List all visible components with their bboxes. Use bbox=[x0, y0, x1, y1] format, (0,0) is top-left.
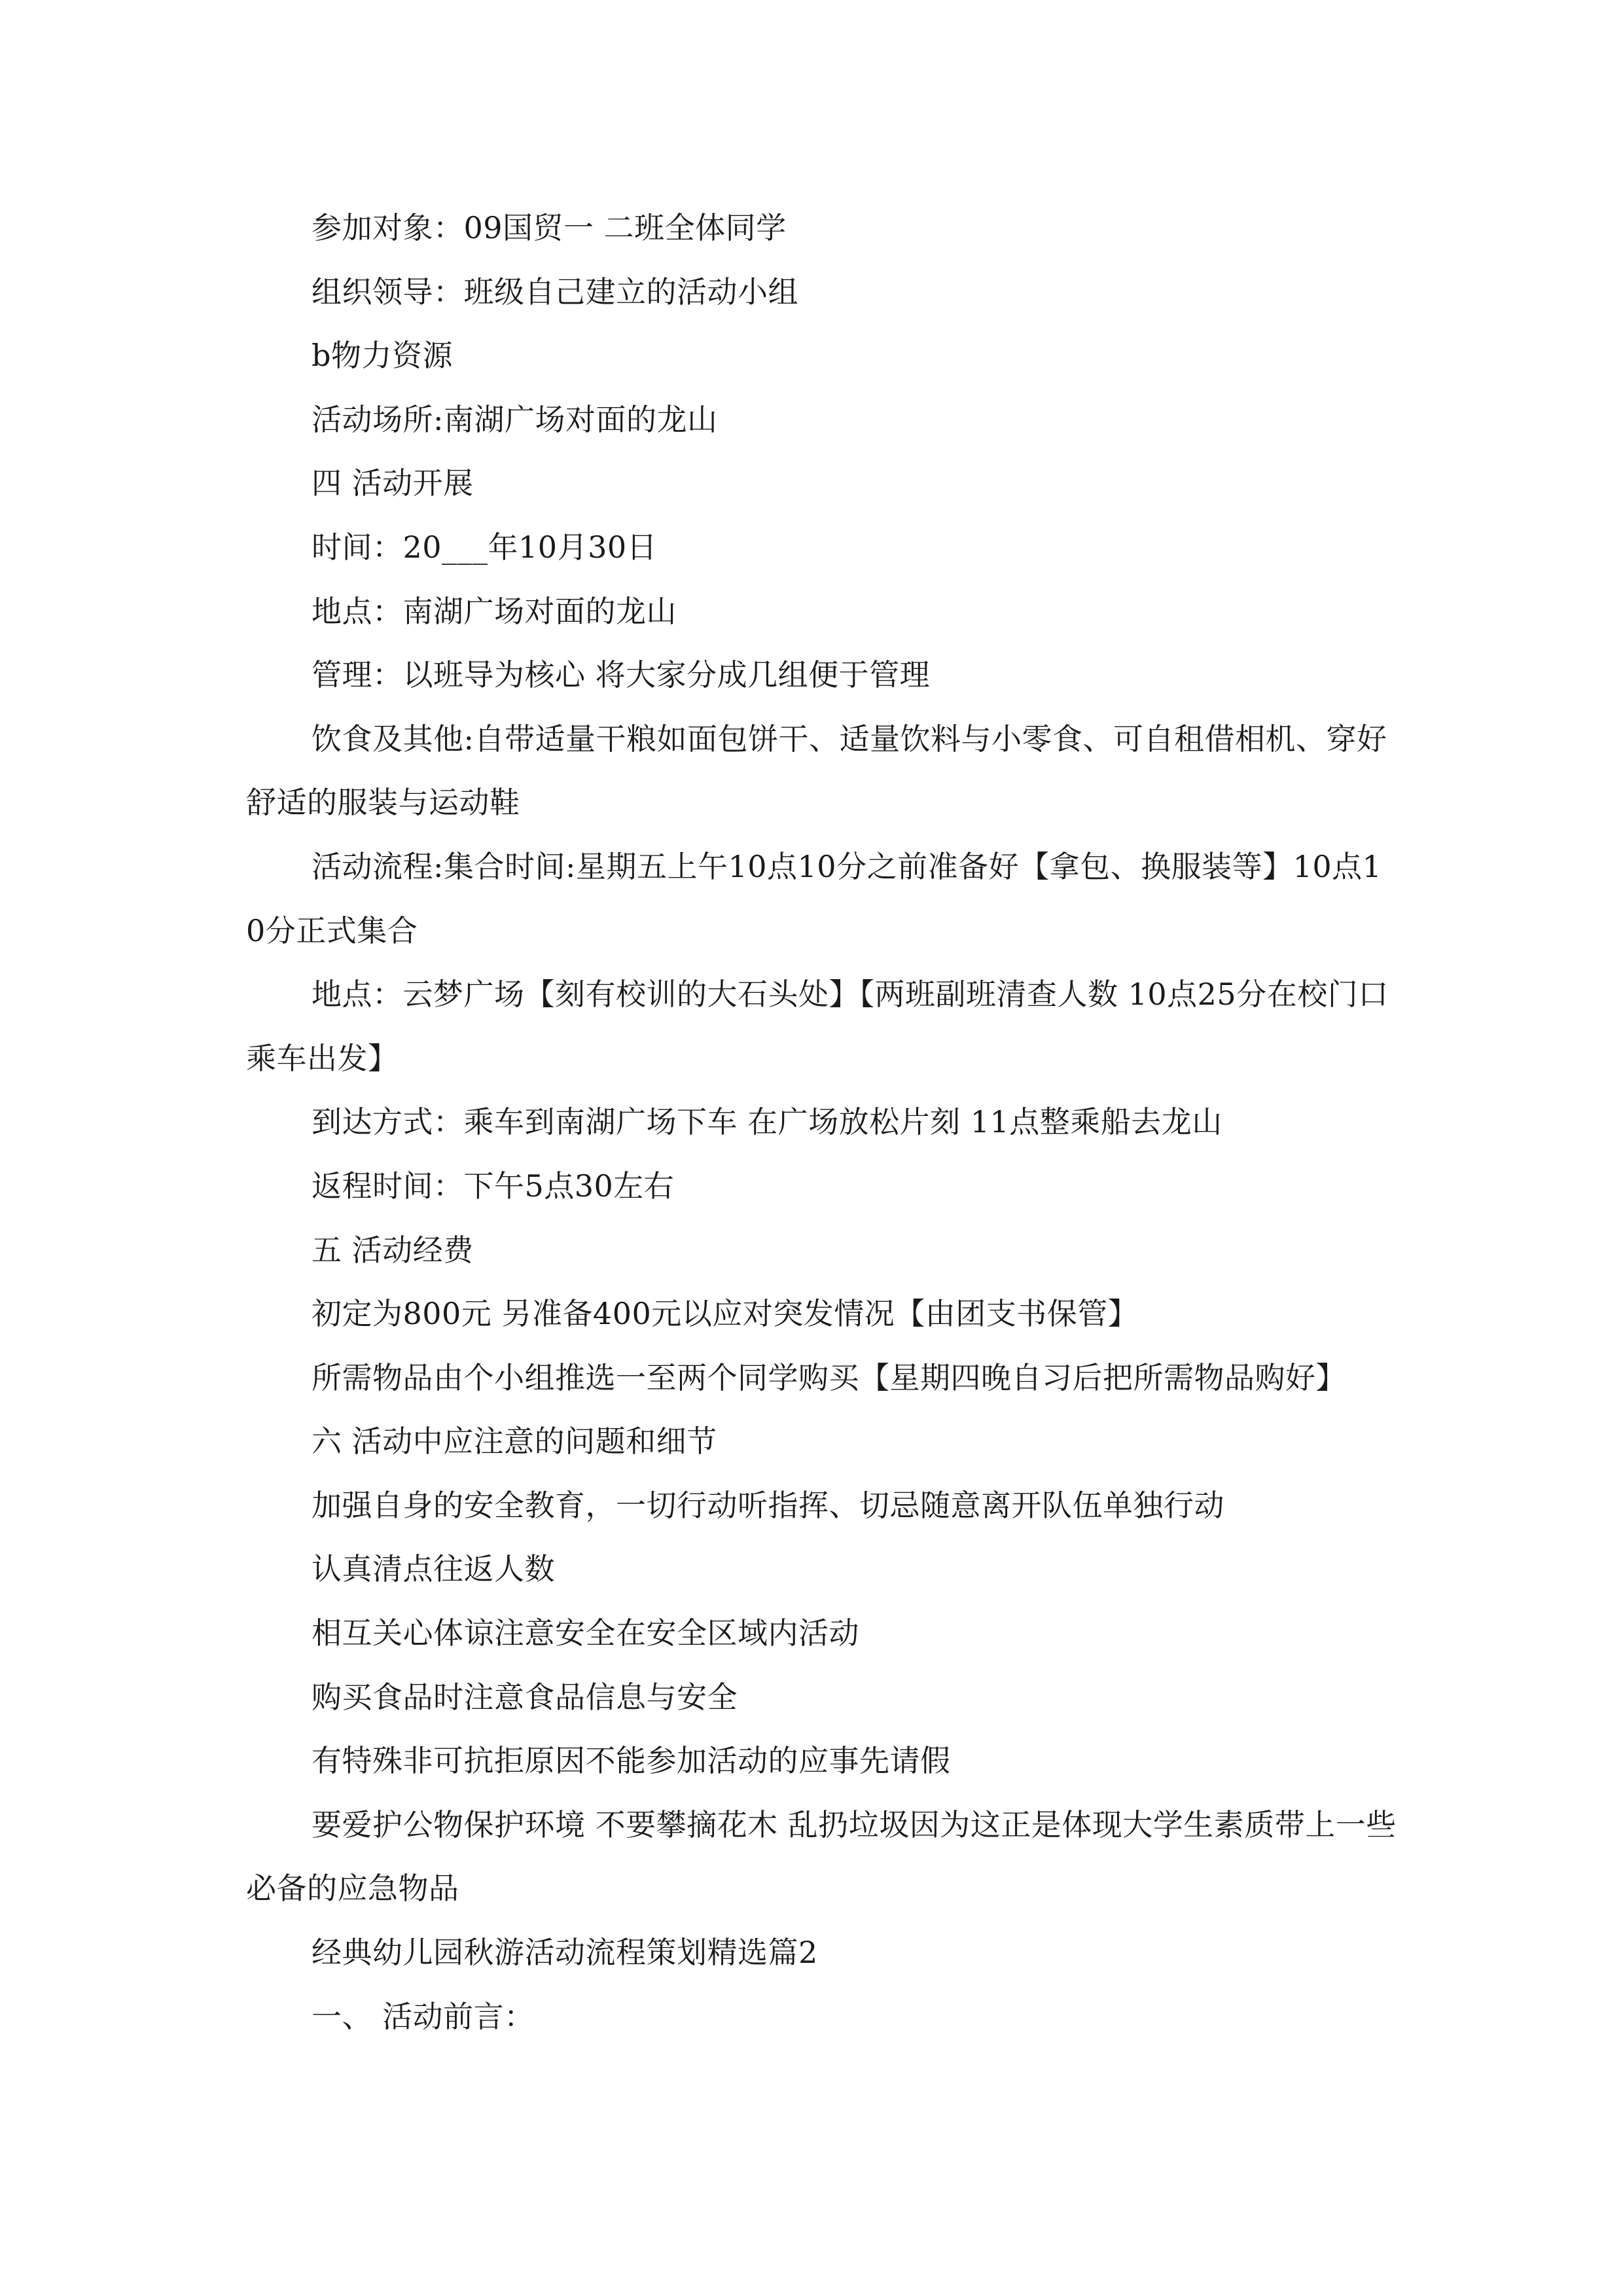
paragraph-environment: 要爱护公物保护环境 不要攀摘花木 乱扔垃圾因为这正是体现大学生素质带上一些必备的应急物品 bbox=[246, 1806, 1397, 1907]
heading-preface: 一、 活动前言： bbox=[312, 1998, 535, 2034]
paragraph-return-time: 返程时间：下午5点30左右 bbox=[312, 1168, 675, 1204]
heading-activity-execution: 四 活动开展 bbox=[312, 465, 474, 501]
paragraph-transport: 到达方式：乘车到南湖广场下车 在广场放松片刻 11点整乘船去龙山 bbox=[312, 1104, 1222, 1140]
paragraph-venue: 活动场所:南湖广场对面的龙山 bbox=[312, 401, 718, 437]
paragraph-mutual-care: 相互关心体谅注意安全在安全区域内活动 bbox=[312, 1615, 859, 1651]
heading-precautions: 六 活动中应注意的问题和细节 bbox=[312, 1424, 717, 1460]
heading-activity-budget: 五 活动经费 bbox=[312, 1232, 474, 1268]
paragraph-headcount: 认真清点往返人数 bbox=[312, 1551, 555, 1587]
paragraph-management: 管理：以班导为核心 将大家分成几组便于管理 bbox=[312, 657, 931, 693]
paragraph-food: 饮食及其他:自带适量干粮如面包饼干、适量饮料与小零食、可自租借相机、穿好舒适的服装与运动鞋 bbox=[246, 721, 1387, 821]
paragraph-meeting-point: 地点：云梦广场【刻有校训的大石头处】【两班副班清查人数 10点25分在校门口乘车出发】 bbox=[246, 977, 1389, 1076]
paragraph-budget: 初定为800元 另准备400元以应对突发情况【由团支书保管】 bbox=[312, 1296, 1139, 1332]
paragraph-purchases: 所需物品由个小组推选一至两个同学购买【星期四晚自习后把所需物品购好】 bbox=[312, 1359, 1346, 1395]
paragraph-time: 时间：20___年10月30日 bbox=[312, 529, 658, 565]
document-body bbox=[246, 196, 1398, 2049]
paragraph-material-resources: b物力资源 bbox=[312, 338, 453, 374]
paragraph-leave-request: 有特殊非可抗拒原因不能参加活动的应事先请假 bbox=[312, 1743, 951, 1779]
paragraph-food-safety: 购买食品时注意食品信息与安全 bbox=[312, 1679, 738, 1715]
heading-article-2: 经典幼儿园秋游活动流程策划精选篇2 bbox=[312, 1935, 818, 1971]
paragraph-location: 地点：南湖广场对面的龙山 bbox=[312, 593, 677, 629]
paragraph-safety-education: 加强自身的安全教育，一切行动听指挥、切忌随意离开队伍单独行动 bbox=[312, 1487, 1224, 1523]
paragraph-organizer: 组织领导：班级自己建立的活动小组 bbox=[312, 274, 798, 310]
paragraph-participants: 参加对象：09国贸一 二班全体同学 bbox=[312, 210, 787, 245]
paragraph-process: 活动流程:集合时间:星期五上午10点10分之前准备好【拿包、换服装等】10点10分正式集合 bbox=[246, 848, 1382, 948]
